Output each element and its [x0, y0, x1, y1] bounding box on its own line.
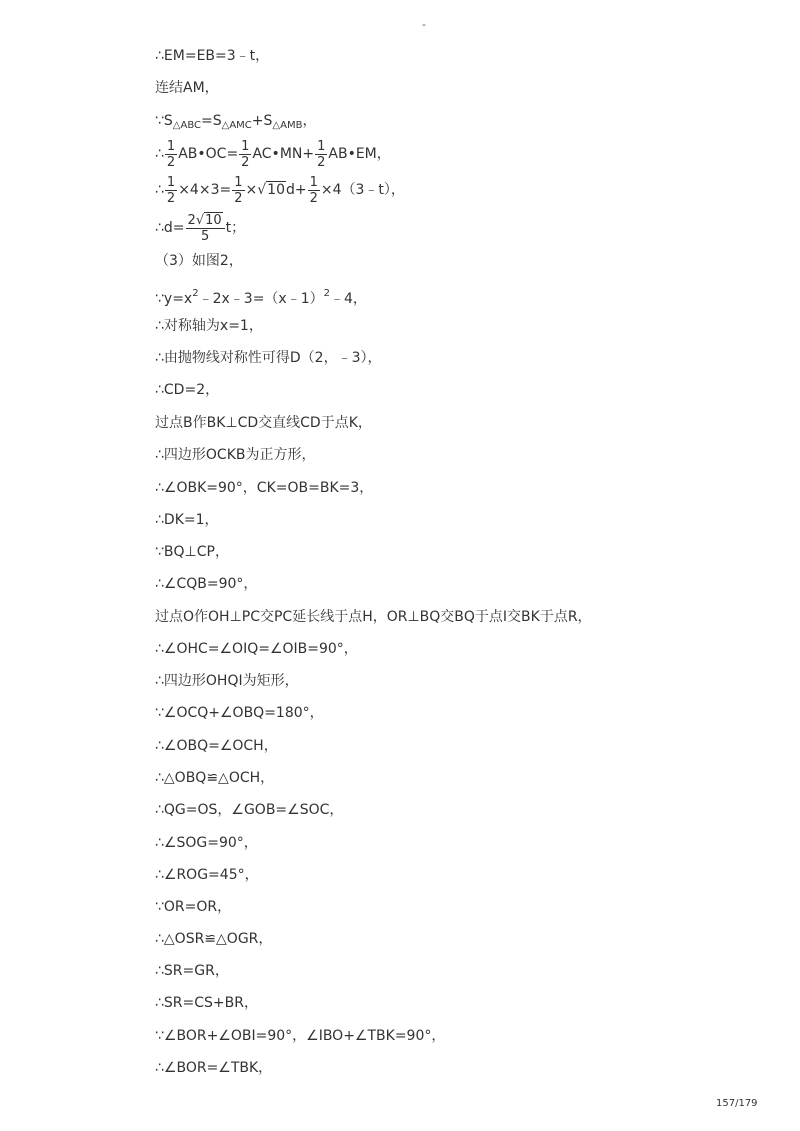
- radical-sign: √: [257, 182, 267, 198]
- line-oh: 过点O作OH⊥PC交PC延长线于点H，OR⊥BQ交BQ于点I交BK于点R，: [155, 609, 592, 625]
- line-sog: ∴∠SOG=90°，: [155, 835, 258, 851]
- radical-sign: √: [195, 212, 205, 228]
- numerator: [186, 213, 225, 229]
- text: ∴: [155, 182, 164, 198]
- text: ﹣4，: [330, 291, 367, 307]
- numerator: 1: [241, 138, 250, 154]
- denominator: 5: [200, 228, 210, 244]
- text: ，: [302, 113, 317, 129]
- text: ×4×3=: [178, 182, 232, 198]
- text: AC•MN+: [252, 146, 315, 162]
- line-bor-tbk: ∴∠BOR=∠TBK，: [155, 1060, 273, 1076]
- fraction: [239, 139, 251, 170]
- subscript: △AMC: [221, 120, 252, 131]
- subscript: △AMB: [272, 120, 303, 131]
- line-dk: ∴DK=1，: [155, 512, 219, 528]
- subscript: △ABC: [172, 120, 201, 131]
- fraction: [186, 213, 225, 244]
- line-substitution: [155, 172, 405, 208]
- line-obk: ∴∠OBK=90°，CK=OB=BK=3，: [155, 480, 374, 496]
- coefficient: 2: [187, 212, 196, 228]
- line-ocq: ∵∠OCQ+∠OBQ=180°，: [155, 705, 324, 721]
- line-congruent-2: ∴△OSR≌△OGR，: [155, 931, 273, 947]
- fraction: [165, 139, 177, 170]
- denominator: 2: [234, 190, 243, 206]
- radicand: 10: [205, 212, 222, 228]
- denominator: 2: [309, 190, 318, 206]
- line-connect-am: 连结AM，: [155, 80, 219, 96]
- line-parabola: [155, 284, 367, 309]
- text: t；: [225, 220, 246, 236]
- fraction: [165, 175, 177, 206]
- fraction: [308, 175, 320, 206]
- line-part3: （3）如图2，: [155, 253, 243, 269]
- fraction: [232, 175, 244, 206]
- line-d-result: [155, 208, 245, 248]
- page-number: 157/179: [716, 1098, 758, 1109]
- fraction: [315, 139, 327, 170]
- line-area-equation: [155, 136, 391, 172]
- text: +S: [251, 113, 273, 129]
- numerator: 1: [166, 138, 176, 154]
- line-qg: ∴QG=OS，∠GOB=∠SOC，: [155, 802, 344, 818]
- line-cqb: ∴∠CQB=90°，: [155, 576, 258, 592]
- line-axis: ∴对称轴为x=1，: [155, 318, 263, 334]
- line-cd: ∴CD=2，: [155, 382, 220, 398]
- text: ∵S: [155, 113, 173, 129]
- line-congruent-1: ∴△OBQ≌△OCH，: [155, 770, 275, 786]
- line-point-d: ∴由抛物线对称性可得D（2，﹣3），: [155, 350, 382, 366]
- text: d+: [285, 182, 307, 198]
- line-square: ∴四边形OCKB为正方形，: [155, 447, 316, 463]
- text: ∴: [155, 146, 164, 162]
- line-bq-cp: ∵BQ⊥CP，: [155, 544, 229, 560]
- line-em-eb: ∴EM=EB=3﹣t，: [155, 48, 270, 64]
- text: ∵y=x: [155, 291, 193, 307]
- text: ×: [245, 182, 258, 198]
- superscript: 2: [192, 288, 199, 299]
- text: ∴d=: [155, 220, 185, 236]
- line-obq: ∴∠OBQ=∠OCH，: [155, 738, 278, 754]
- line-rog: ∴∠ROG=45°，: [155, 867, 259, 883]
- text: AB•OC=: [178, 146, 239, 162]
- numerator: 1: [317, 138, 326, 154]
- line-or: ∵OR=OR，: [155, 899, 232, 915]
- text: ﹣2x﹣3=（x﹣1）: [198, 291, 324, 307]
- text: =S: [201, 113, 222, 129]
- line-bk: 过点B作BK⊥CD交直线CD于点K，: [155, 415, 372, 431]
- superscript: 2: [323, 288, 330, 299]
- numerator: 1: [234, 174, 243, 190]
- denominator: 2: [317, 154, 326, 170]
- line-sr-sum: ∴SR=CS+BR，: [155, 995, 258, 1011]
- numerator: 1: [309, 174, 318, 190]
- text: AB•EM，: [328, 146, 391, 162]
- line-sr-gr: ∴SR=GR，: [155, 963, 229, 979]
- radicand: 10: [267, 182, 285, 198]
- numerator: 1: [166, 174, 176, 190]
- denominator: 2: [166, 154, 176, 170]
- line-rectangle: ∴四边形OHQI为矩形，: [155, 673, 299, 689]
- line-area-sum: [155, 111, 316, 136]
- header-mark: -: [422, 18, 426, 31]
- denominator: 2: [241, 154, 250, 170]
- text: ×4（3﹣t），: [320, 182, 405, 198]
- denominator: 2: [166, 190, 176, 206]
- line-ohc: ∴∠OHC=∠OIQ=∠OIB=90°，: [155, 641, 358, 657]
- line-bor-obi: ∵∠BOR+∠OBI=90°，∠IBO+∠TBK=90°，: [155, 1028, 446, 1044]
